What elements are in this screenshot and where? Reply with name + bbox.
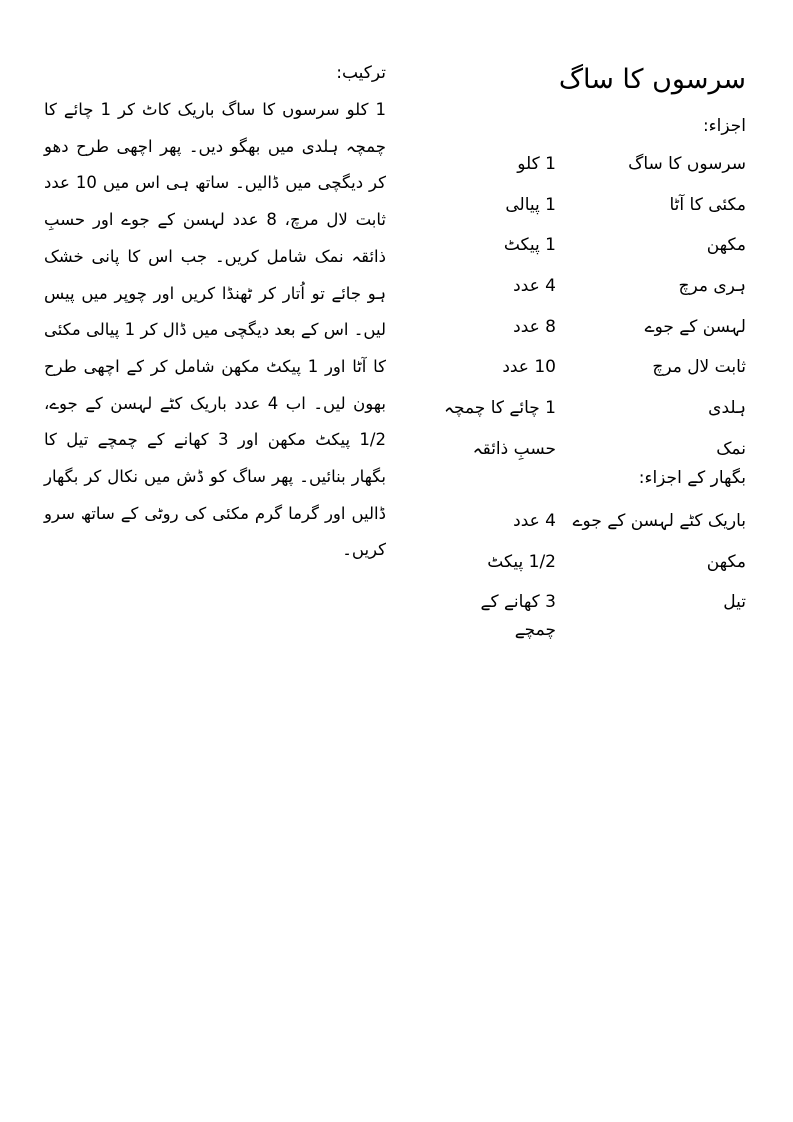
ingredient-quantity: 1 پیالی xyxy=(505,194,556,215)
ingredient-name: مکھن xyxy=(706,235,746,256)
tempering-quantity: 4 عدد xyxy=(513,511,556,531)
ingredient-quantity: 1 کلو xyxy=(517,154,556,174)
tempering-list xyxy=(436,503,746,641)
ingredient-row xyxy=(436,268,746,309)
ingredient-quantity: 4 عدد xyxy=(513,276,556,297)
ingredients-heading: اجزاء: xyxy=(702,116,746,136)
ingredient-quantity: 8 عدد xyxy=(513,316,556,337)
recipe-title: سرسوں کا ساگ xyxy=(558,64,746,95)
tempering-name: باریک کٹے لہسن کے جوے xyxy=(572,511,746,531)
tempering-name: تیل xyxy=(723,592,746,613)
tempering-quantity: 1/2 پیکٹ xyxy=(487,551,556,572)
ingredient-name: نمک xyxy=(716,438,746,459)
ingredient-quantity: 1 چائے کا چمچہ xyxy=(444,398,556,419)
ingredient-name: ہلدی xyxy=(708,398,746,419)
ingredient-row xyxy=(436,309,746,350)
ingredient-name: لہسن کے جوے xyxy=(644,316,746,337)
method-text: 1 کلو سرسوں کا ساگ باریک کاٹ کر 1 چائے کا چمچہ ہلدی میں بھگو دیں۔ پھر اچھی طرح دھو کر دیگچی میں ڈالیں۔ ساتھ ہی اس میں 10 عدد ثابت لال مرچ، 8 عدد لہسن کے جوے اور حسبِ ذائقہ نمک شامل کریں۔ جب اس کا پانی خشک ہو جائے تو اُتار کر ٹھنڈا کریں اور چوپر میں پیس لیں۔ اس کے بعد دیگچی میں ڈال کر 1 پیالی مکئی کا آٹا اور 1 پیکٹ مکھن شامل کر کے اچھی طرح بھون لیں۔ اب 4 عدد باریک کٹے لہسن کے جوے، 1/2 پیکٹ مکھن اور 3 کھانے کے چمچے تیل کا بگھار بنائیں۔ پھر ساگ کو ڈش میں نکال کر بگھار ڈالیں اور گرما گرم مکئی کی روٹی کے ساتھ سرو کریں۔ xyxy=(44,100,387,560)
ingredient-name: ثابت لال مرچ xyxy=(652,357,746,378)
tempering-heading: بگھار کے اجزاء: xyxy=(638,468,746,488)
ingredient-quantity: حسبِ ذائقہ xyxy=(472,438,556,459)
tempering-row xyxy=(436,584,746,641)
tempering-name: مکھن xyxy=(706,551,746,572)
ingredient-row xyxy=(436,187,746,228)
ingredient-row xyxy=(436,227,746,268)
ingredient-name: سرسوں کا ساگ xyxy=(628,154,746,174)
ingredient-row xyxy=(436,349,746,390)
method-heading: ترکیب: xyxy=(336,63,386,83)
ingredient-name: مکئی کا آٹا xyxy=(669,194,746,215)
ingredient-quantity: 1 پیکٹ xyxy=(503,235,556,256)
ingredients-list xyxy=(436,146,746,472)
tempering-quantity: 3 کھانے کے چمچے xyxy=(480,592,556,641)
tempering-row xyxy=(436,503,746,544)
tempering-row xyxy=(436,544,746,585)
ingredient-row xyxy=(436,146,746,187)
ingredient-quantity: 10 عدد xyxy=(502,357,556,378)
ingredient-name: ہری مرچ xyxy=(678,276,746,297)
ingredient-row xyxy=(436,390,746,431)
